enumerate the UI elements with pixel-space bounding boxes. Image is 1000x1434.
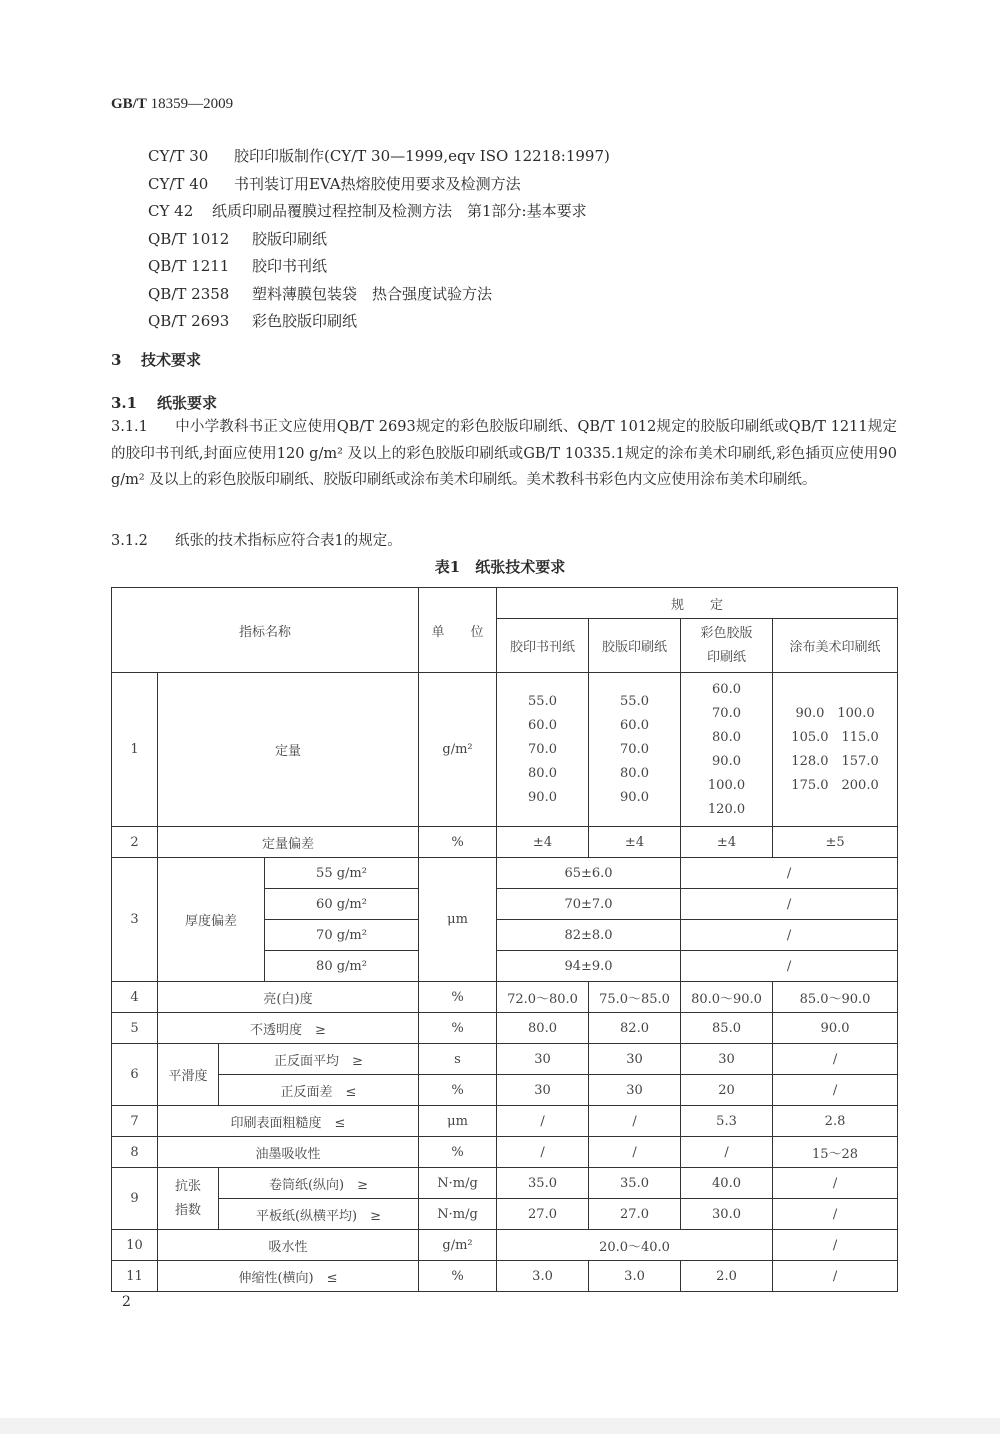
table-row (112, 1106, 898, 1137)
reference-item (148, 281, 610, 309)
unit-cell: % (419, 1075, 497, 1106)
indicator-name: 吸水性 (158, 1230, 419, 1261)
value-cell: 75.0～85.0 (589, 982, 681, 1013)
unit-cell: % (419, 982, 497, 1013)
value-cell: / (773, 1230, 898, 1261)
reference-code: CY 42 (148, 202, 194, 220)
indicator-name: 印刷表面粗糙度 ≤ (158, 1106, 419, 1137)
value-cell: 55.0 60.0 70.0 80.0 90.0 (589, 673, 681, 827)
unit-cell: g/m² (419, 673, 497, 827)
table-row (112, 982, 898, 1013)
reference-item (148, 143, 610, 171)
value-cell: 27.0 (497, 1199, 589, 1230)
reference-item (148, 198, 610, 226)
header-col: 彩色胶版印刷纸 (681, 619, 773, 673)
value-cell: 85.0 (681, 1013, 773, 1044)
header-col: 胶版印刷纸 (589, 619, 681, 673)
unit-cell: % (419, 1137, 497, 1168)
reference-code: CY/T 30 (148, 147, 209, 165)
row-number: 3 (112, 858, 158, 982)
value-cell: / (681, 889, 898, 920)
value-cell: / (773, 1044, 898, 1075)
value-cell: 72.0～80.0 (497, 982, 589, 1013)
subsection-number: 3.1 (111, 394, 138, 412)
indicator-name: 伸缩性(横向) ≤ (158, 1261, 419, 1292)
subsection-title: 纸张要求 (157, 394, 218, 412)
sub-indicator: 70 g/m² (265, 920, 419, 951)
paragraph-3-1-1 (111, 414, 897, 494)
row-number: 2 (112, 827, 158, 858)
reference-code: QB/T 1012 (148, 229, 230, 248)
value-cell: / (681, 858, 898, 889)
header-indicator: 指标名称 (112, 588, 419, 673)
clause-text: 纸张的技术指标应符合表1的规定。 (175, 533, 402, 549)
clause-number: 3.1.1 (111, 419, 148, 435)
indicator-name: 厚度偏差 (158, 858, 265, 982)
indicator-name: 油墨吸收性 (158, 1137, 419, 1168)
table-row (112, 858, 898, 889)
reference-title: 胶版印刷纸 (252, 229, 328, 248)
value-cell: 30 (589, 1075, 681, 1106)
sub-indicator: 正反面差 ≤ (219, 1075, 419, 1106)
value-cell: / (497, 1137, 589, 1168)
value-cell: 15～28 (773, 1137, 898, 1168)
value-cell: / (773, 1261, 898, 1292)
value-cell: ±4 (497, 827, 589, 858)
value-cell: / (681, 1137, 773, 1168)
value-cell: 82.0 (589, 1013, 681, 1044)
value-cell: 30 (589, 1044, 681, 1075)
header-spec: 规 定 (497, 588, 898, 619)
sub-indicator: 正反面平均 ≥ (219, 1044, 419, 1075)
reference-title: 塑料薄膜包装袋 热合强度试验方法 (252, 284, 493, 303)
value-cell: 3.0 (497, 1261, 589, 1292)
row-number: 8 (112, 1137, 158, 1168)
header-col: 涂布美术印刷纸 (773, 619, 898, 673)
reference-item (148, 253, 610, 281)
value-cell: 20 (681, 1075, 773, 1106)
reference-title: 书刊装订用EVA热熔胶使用要求及检测方法 (234, 174, 521, 193)
table-row (112, 1013, 898, 1044)
unit-cell: s (419, 1044, 497, 1075)
clause-number: 3.1.2 (111, 533, 148, 549)
row-number: 4 (112, 982, 158, 1013)
indicator-name: 定量 (158, 673, 419, 827)
page-number: 2 (122, 1294, 131, 1310)
value-cell: 30.0 (681, 1199, 773, 1230)
value-cell: 94±9.0 (497, 951, 681, 982)
value-cell: / (773, 1168, 898, 1199)
row-number: 1 (112, 673, 158, 827)
unit-cell: % (419, 1261, 497, 1292)
unit-cell: N·m/g (419, 1168, 497, 1199)
section-title: 技术要求 (141, 351, 202, 369)
table-row (112, 1168, 898, 1199)
value-cell: / (773, 1075, 898, 1106)
paper-spec-table (111, 587, 898, 1292)
value-cell: 2.0 (681, 1261, 773, 1292)
table-header-row (112, 588, 898, 619)
standard-number: 18359—2009 (150, 96, 234, 112)
value-cell: 80.0 (497, 1013, 589, 1044)
sub-indicator: 80 g/m² (265, 951, 419, 982)
value-cell: / (589, 1106, 681, 1137)
indicator-name: 平滑度 (158, 1044, 219, 1106)
value-cell: 35.0 (497, 1168, 589, 1199)
table-row (112, 673, 898, 827)
unit-cell: μm (419, 1106, 497, 1137)
reference-title: 胶印印版制作(CY/T 30—1999,eqv ISO 12218:1997) (234, 147, 610, 165)
value-cell: 85.0～90.0 (773, 982, 898, 1013)
clause-text: 中小学教科书正文应使用QB/T 2693规定的彩色胶版印刷纸、QB/T 1012规定的胶版印刷纸或QB/T 1211规定的胶印书刊纸,封面应使用120 g/m² 及以上的彩色胶版印刷纸或GB/T 10335.1规定的涂布美术印刷纸,彩色插页应使用90 g/m² 及以上的彩色胶版印刷纸、胶版印刷纸或涂布美术印刷纸。美术教科书彩色内文应使用涂布美术印刷纸。 (111, 419, 897, 488)
reference-item (148, 226, 610, 254)
table-row (112, 1137, 898, 1168)
reference-list (148, 143, 610, 336)
reference-item (148, 308, 610, 336)
page-header (111, 96, 233, 113)
indicator-name: 抗张 指数 (158, 1168, 219, 1230)
viewer-bottom-bar (0, 1418, 1000, 1434)
value-cell: 40.0 (681, 1168, 773, 1199)
reference-code: QB/T 1211 (148, 257, 230, 275)
value-cell: ±4 (589, 827, 681, 858)
indicator-name: 亮(白)度 (158, 982, 419, 1013)
table-row (112, 827, 898, 858)
section-heading (111, 349, 201, 370)
value-cell: 30 (497, 1044, 589, 1075)
value-cell: 70±7.0 (497, 889, 681, 920)
value-cell: 30 (681, 1044, 773, 1075)
row-number: 10 (112, 1230, 158, 1261)
reference-code: QB/T 2693 (148, 312, 230, 330)
value-cell: 27.0 (589, 1199, 681, 1230)
row-number: 7 (112, 1106, 158, 1137)
paragraph-3-1-2 (111, 528, 897, 555)
unit-cell: N·m/g (419, 1199, 497, 1230)
reference-title: 胶印书刊纸 (252, 257, 328, 275)
header-col: 胶印书刊纸 (497, 619, 589, 673)
table-caption: 表1 纸张技术要求 (434, 558, 566, 576)
sub-indicator: 60 g/m² (265, 889, 419, 920)
indicator-name: 定量偏差 (158, 827, 419, 858)
table-row (112, 1075, 898, 1106)
sub-indicator: 卷筒纸(纵向) ≥ (219, 1168, 419, 1199)
sub-indicator: 平板纸(纵横平均) ≥ (219, 1199, 419, 1230)
value-cell: 82±8.0 (497, 920, 681, 951)
table-row (112, 1261, 898, 1292)
value-cell: / (773, 1199, 898, 1230)
value-cell: 90.0 100.0 105.0 115.0 128.0 157.0 175.0 200.0 (773, 673, 898, 827)
table-row (112, 1044, 898, 1075)
value-cell: ±4 (681, 827, 773, 858)
unit-cell: g/m² (419, 1230, 497, 1261)
value-cell: / (681, 951, 898, 982)
table-row (112, 1230, 898, 1261)
header-unit: 单 位 (419, 588, 497, 673)
value-cell: 80.0～90.0 (681, 982, 773, 1013)
value-cell: 55.0 60.0 70.0 80.0 90.0 (497, 673, 589, 827)
row-number: 9 (112, 1168, 158, 1230)
value-cell: 20.0～40.0 (497, 1230, 773, 1261)
indicator-name: 不透明度 ≥ (158, 1013, 419, 1044)
row-number: 11 (112, 1261, 158, 1292)
table-row (112, 1199, 898, 1230)
section-number: 3 (111, 351, 122, 369)
unit-cell: % (419, 827, 497, 858)
unit-cell: μm (419, 858, 497, 982)
reference-title: 彩色胶版印刷纸 (252, 312, 358, 330)
value-cell: 65±6.0 (497, 858, 681, 889)
sub-indicator: 55 g/m² (265, 858, 419, 889)
value-cell: 60.0 70.0 80.0 90.0 100.0 120.0 (681, 673, 773, 827)
value-cell: 35.0 (589, 1168, 681, 1199)
value-cell: 5.3 (681, 1106, 773, 1137)
row-number: 6 (112, 1044, 158, 1106)
value-cell: / (681, 920, 898, 951)
value-cell: ±5 (773, 827, 898, 858)
value-cell: / (589, 1137, 681, 1168)
value-cell: 2.8 (773, 1106, 898, 1137)
subsection-heading (111, 392, 217, 413)
reference-item (148, 171, 610, 199)
value-cell: 3.0 (589, 1261, 681, 1292)
reference-title: 纸质印刷品覆膜过程控制及检测方法 第1部分:基本要求 (212, 202, 587, 220)
reference-code: QB/T 2358 (148, 284, 230, 303)
value-cell: 90.0 (773, 1013, 898, 1044)
unit-cell: % (419, 1013, 497, 1044)
reference-code: CY/T 40 (148, 174, 209, 193)
row-number: 5 (112, 1013, 158, 1044)
standard-prefix: GB/T (111, 96, 147, 112)
value-cell: / (497, 1106, 589, 1137)
value-cell: 30 (497, 1075, 589, 1106)
